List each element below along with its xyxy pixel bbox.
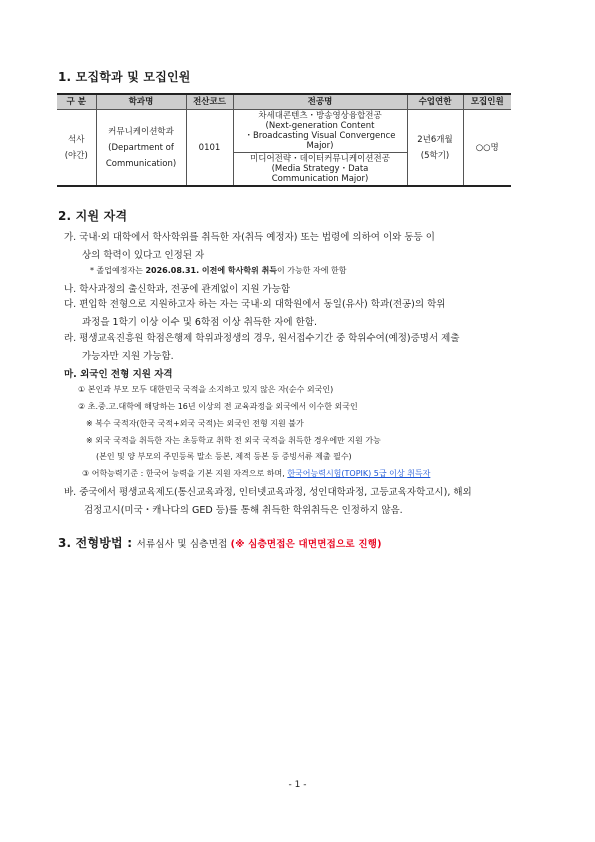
cell-department: 커뮤니케이션학과 (Department of Communication) [96,110,186,187]
cell-division: 석사 (야간) [57,110,96,187]
item-ma-title: 마. 외국인 전형 지원 자격 [64,369,173,380]
header-duration: 수업연한 [407,94,463,110]
cell-code: 0101 [186,110,233,187]
header-department: 학과명 [96,94,186,110]
item-ma-1: ① 본인과 부모 모두 대한민국 국적을 소지하고 있지 않은 자(순수 외국인) [78,385,334,394]
table-header-row [57,94,511,110]
cell-duration: 2년6개월 (5학기) [407,110,463,187]
item-ga-line-2: 상의 학력이 있다고 인정된 자 [82,250,205,261]
item-ma-2: ② 초.중.고.대학에 해당하는 16년 이상의 전 교육과정을 외국에서 이수한 외국인 [78,402,358,411]
item-ga-note: * 졸업예정자는 2026.08.31. 이전에 학사학위 취득이 가능한 자에 한함 [90,266,347,275]
item-ma-note-2-line-1: ※ 외국 국적을 취득한 자는 초등학교 취학 전 외국 국적을 취득한 경우에만 지원 가능 [86,436,381,445]
header-division: 구 분 [57,94,96,110]
header-major: 전공명 [233,94,407,110]
page-number: - 1 - [288,780,307,790]
item-ra-line-1: 라. 평생교육진흥원 학점은행제 학위과정생의 경우, 원서접수기간 중 학위수여(예정)증명서 제출 [64,333,460,344]
item-ga-line-1: 가. 국내·외 대학에서 학사학위를 취득한 자(취득 예정자) 또는 법령에 의하여 이와 동등 이 [64,232,435,243]
item-da-line-2: 과정을 1학기 이상 이수 및 6학점 이상 취득한 자에 한함. [82,317,318,328]
cell-major-2: 미디어전략・데이터커뮤니케이션전공 (Media Strategy・Data Communication Major) [233,153,407,187]
table-row [57,110,511,153]
topik-link[interactable]: 한국어능력시험(TOPIK) 5급 이상 취득자 [287,469,431,478]
section-3-title: 3. 전형방법 : 서류심사 및 심층면접 (※ 심층면접은 대면면접으로 진행) [58,536,382,550]
section-2-title: 2. 지원 자격 [58,209,128,223]
item-ma-note-1: ※ 복수 국적자(한국 국적+외국 국적)는 외국인 전형 지원 불가 [86,419,304,428]
section-3-desc: 서류심사 및 심층면접 [136,539,231,550]
item-ba-line-2: 검정고시(미국・캐나다의 GED 등)를 통해 취득한 학위취득은 인정하지 않음. [84,505,403,516]
header-quota: 모집인원 [463,94,511,110]
section-1-title: 1. 모집학과 및 모집인원 [58,70,191,84]
cell-major-1: 차세대콘텐츠・방송영상융합전공 (Next-generation Content ・Broadcasting Visual Convergence Major) [233,110,407,153]
section-3-note: (※ 심층면접은 대면면접으로 진행) [230,539,382,550]
item-ma-note-2-line-2: (본인 및 양 부모의 주민등록 말소 등본, 제적 등본 등 증빙서류 제출 필수) [96,452,352,461]
item-da-line-1: 다. 편입학 전형으로 지원하고자 하는 자는 국내·외 대학원에서 동일(유사) 학과(전공)의 학위 [64,299,446,310]
item-ba-line-1: 바. 중국에서 평생교육제도(통신교육과정, 인터넷교육과정, 성인대학과정, 고등교육자학고시), 해외 [64,487,472,498]
item-na: 나. 학사과정의 출신학과, 전공에 관계없이 지원 가능함 [64,284,291,295]
item-ma-3: ③ 어학능력기준 : 한국어 능력을 기본 지원 자격으로 하며, 한국어능력시험(TOPIK) 5급 이상 취득자 [82,469,431,478]
item-ra-line-2: 가능자만 지원 가능함. [82,351,174,362]
cell-quota: ○○명 [463,110,511,187]
recruitment-table [57,93,511,187]
header-code: 전산코드 [186,94,233,110]
